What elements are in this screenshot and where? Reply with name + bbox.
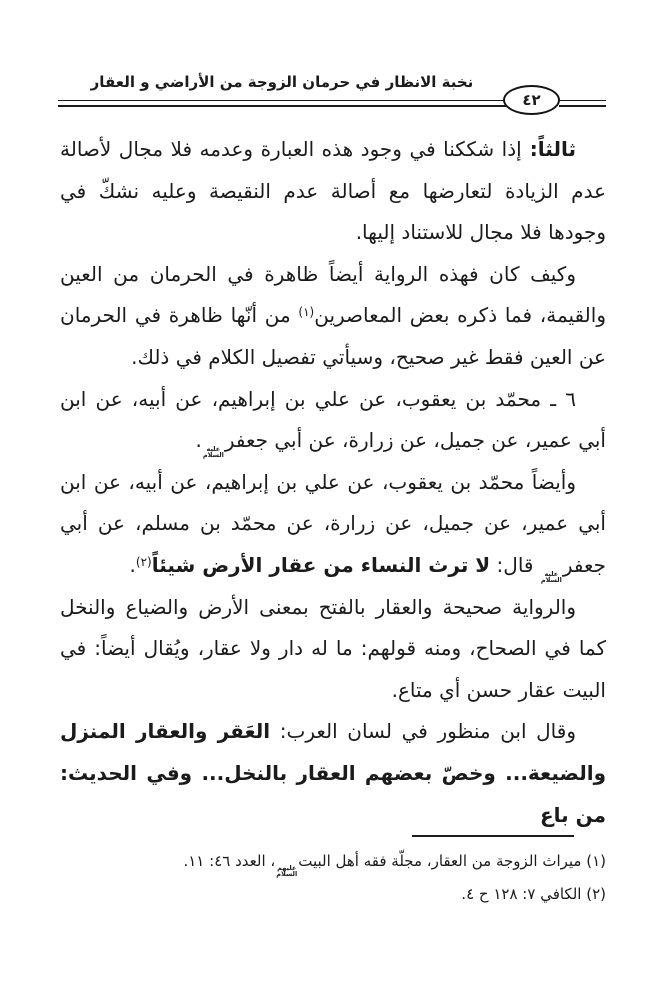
paragraph: [60, 587, 606, 712]
text-run: ، العدد ٤٦: ١١.: [183, 852, 276, 870]
text-run: والرواية صحيحة والعقار بالفتح بمعنى الأرض والضياع والنخل كما في الصحاح، ومنه قولهم: ما له دار ولا عقار، ويُقال أيضاً: في البيت عقار حسن أي متاع.: [60, 594, 606, 702]
text-run: ٦ ـ محمّد بن يعقوب، عن علي بن إبراهيم، عن أبيه، عن ابن أبي عمير، عن جميل، عن زرارة، عن أبي جعفر: [60, 386, 606, 453]
footnote-separator-rule: [412, 835, 574, 837]
honorific-mark: عليهم السلام: [276, 864, 298, 878]
text-run: قال:: [490, 552, 540, 577]
text-run: العَقر والعقار المنزل والضيعة... وخصّ بعضهم العقار بالنخل... وفي الحديث: من باع: [60, 719, 606, 827]
paragraph: [60, 129, 606, 254]
paragraph: [60, 254, 606, 379]
text-run: وكيف كان فهذه الرواية أيضاً ظاهرة في الحرمان من العين والقيمة، فما ذكره بعض المعاصرين: [60, 261, 606, 328]
header-rule-right: [559, 100, 606, 107]
honorific-mark: عليه السلام: [202, 445, 224, 459]
text-run: لا ترث النساء من عقار الأرض شيئاً: [151, 552, 491, 577]
body-text: [60, 129, 606, 836]
footnote: [60, 845, 606, 878]
footnotes: [60, 845, 606, 911]
paragraph: [60, 462, 606, 587]
text-run: .: [129, 552, 136, 577]
honorific-mark: عليه السلام: [540, 569, 562, 584]
paragraph: [60, 379, 606, 462]
footnote: [60, 878, 606, 911]
text-run: من أنّها ظاهرة في الحرمان عن العين فقط غير صحيح، وسيأتي تفصيل الكلام في ذلك.: [60, 303, 606, 369]
page-number: ٤٢: [522, 91, 541, 109]
running-head-title: نخبة الانظار في حرمان الزوجة من الأراضي و العقار: [90, 73, 474, 91]
text-run: (١) ميراث الزوجة من العقار، مجلّة فقه أهل البيت: [298, 852, 606, 870]
footnote-marker: (٢): [135, 554, 152, 569]
header-rule-left: [58, 100, 508, 107]
page-number-badge: [503, 85, 560, 115]
paragraph: [60, 711, 606, 836]
text-run: (٢) الكافي ٧: ١٢٨ ح ٤.: [461, 885, 606, 903]
footnote-marker: (١): [298, 305, 315, 320]
text-run: ثالثاً:: [521, 137, 576, 161]
text-run: وقال ابن منظور في لسان العرب:: [270, 719, 576, 744]
text-run: .: [195, 428, 202, 453]
text-run: وأيضاً محمّد بن يعقوب، عن علي بن إبراهيم، عن أبيه، عن ابن أبي عمير، عن جميل، عن زرارة، عن محمّد بن مسلم، عن أبي جعفر: [60, 469, 606, 577]
text-run: إذا شككنا في وجود هذه العبارة وعدمه فلا مجال لأصالة عدم الزيادة لتعارضها مع أصالة عدم النقيصة وعليه نشكّ في وجودها فلا مجال للاستناد إليها.: [60, 137, 606, 245]
